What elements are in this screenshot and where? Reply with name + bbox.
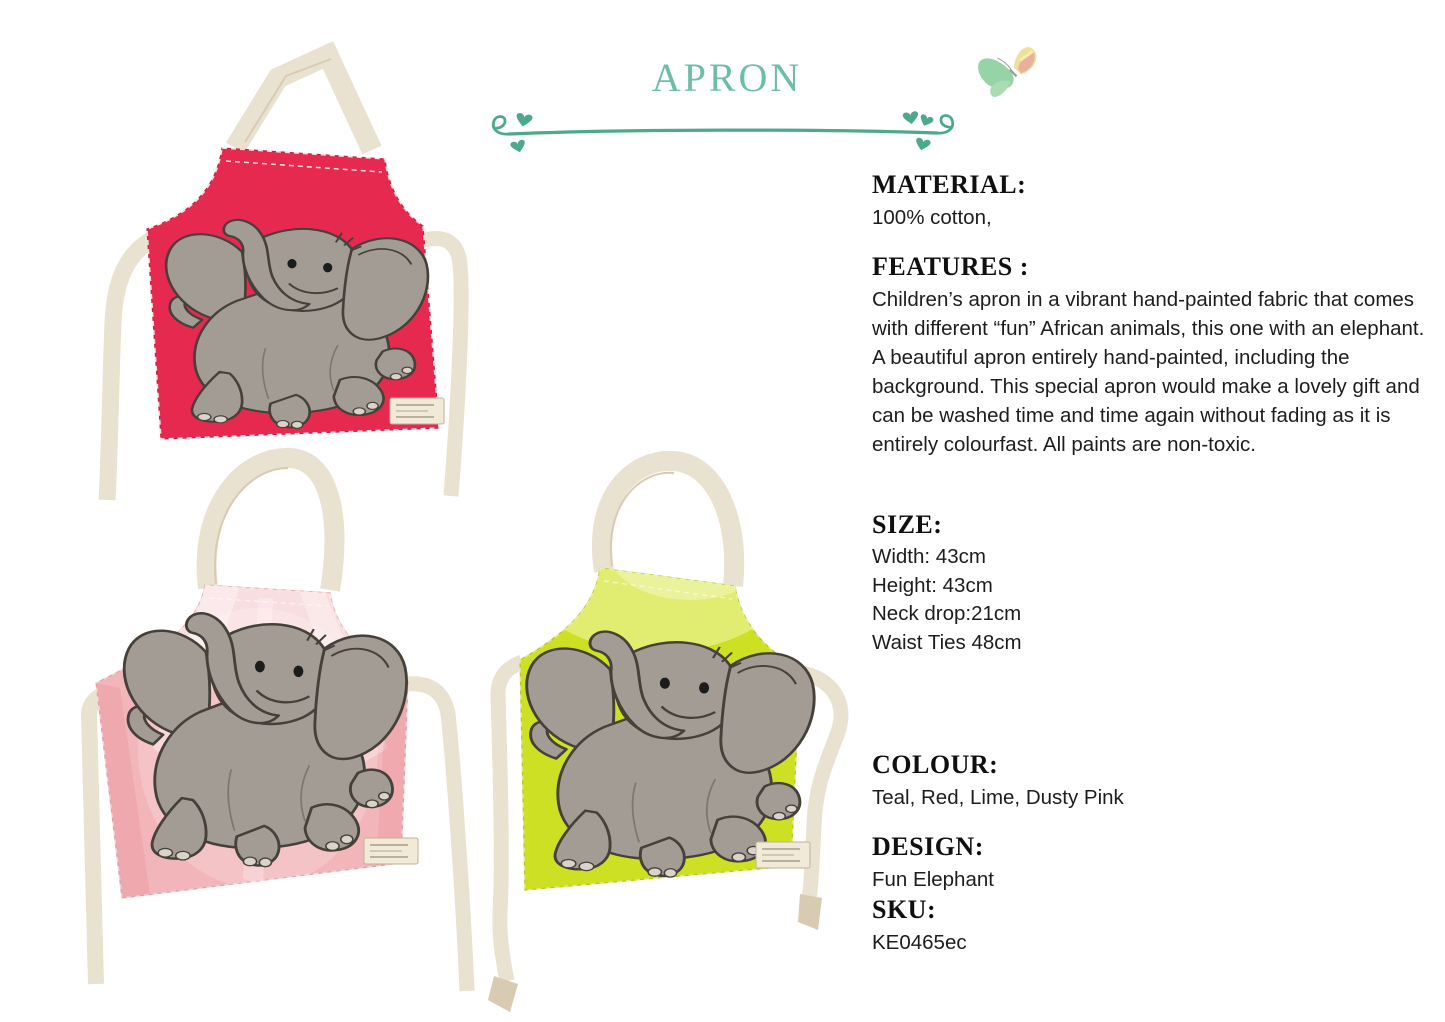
size-width: Width: 43cm (872, 545, 986, 568)
section-colour (872, 750, 1428, 812)
size-height: Height: 43cm (872, 573, 993, 597)
care-label (390, 398, 444, 424)
section-material (872, 170, 1428, 232)
size-neck-drop: Neck drop:21cm (872, 602, 1022, 625)
section-design (872, 832, 1428, 894)
features-value: Children’s apron in a vibrant hand-painted fabric that comes with different “fun” African animals, this one with an elephant. A beautiful apron entirely hand-painted, including the background. This special apron would make a lovely gift and can be washed time and time again without fading as it is entirely colourfast. All paints are non-toxic. (872, 288, 1425, 456)
neck-strap (207, 458, 335, 590)
sku-heading: SKU: (872, 895, 937, 924)
sku-value: KE0465ec (872, 931, 967, 954)
size-heading: SIZE: (872, 510, 943, 539)
product-details (872, 0, 1428, 1022)
material-value: 100% cotton, (872, 206, 992, 229)
features-heading: FEATURES : (872, 252, 1029, 281)
apron-photo-dusty-pink (58, 448, 478, 1015)
colour-value: Teal, Red, Lime, Dusty Pink (872, 786, 1124, 809)
section-size (872, 510, 1428, 657)
neck-strap (602, 461, 734, 586)
material-heading: MATERIAL: (872, 170, 1027, 199)
neck-strap (235, 55, 372, 150)
colour-heading: COLOUR: (872, 750, 999, 779)
care-label (364, 838, 418, 864)
care-label (756, 842, 810, 868)
section-sku (872, 895, 1428, 957)
size-waist-ties: Waist Ties 48cm (872, 630, 1022, 654)
apron-photo-red (85, 30, 505, 515)
section-features (872, 252, 1428, 459)
apron-photo-lime (458, 438, 883, 1020)
design-heading: DESIGN: (872, 832, 984, 861)
page-title: APRON (651, 55, 803, 100)
design-value: Fun Elephant (872, 868, 994, 891)
